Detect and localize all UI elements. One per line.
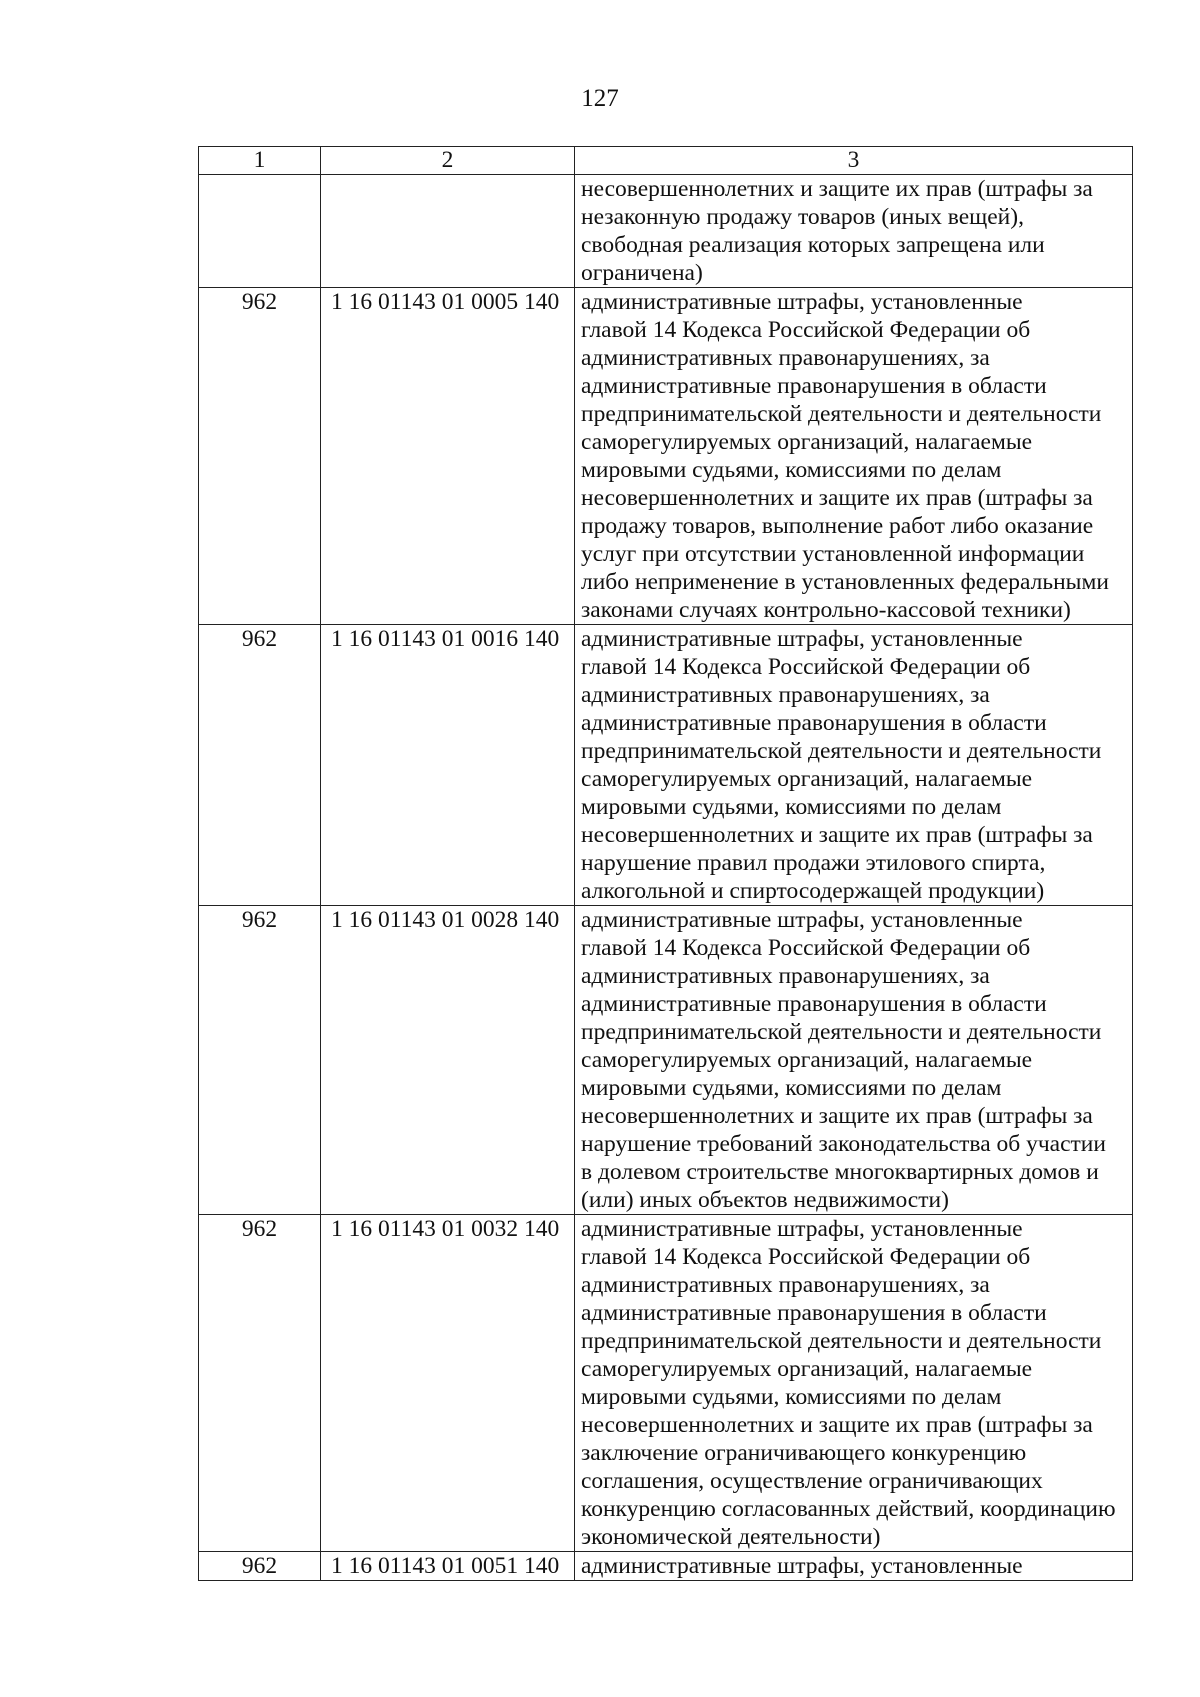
description-line: административных правонарушениях, за	[581, 345, 990, 371]
description-line: соглашения, осуществление ограничивающих	[581, 1468, 1043, 1494]
description-line: административных правонарушениях, за	[581, 682, 990, 708]
description-line: административные правонарушения в области	[581, 710, 1047, 736]
description-line: административных правонарушениях, за	[581, 1272, 990, 1298]
description-line: главой 14 Кодекса Российской Федерации об	[581, 935, 1031, 961]
description-line: несовершеннолетних и защите их прав (штрафы за	[581, 485, 1093, 511]
description-line: саморегулируемых организаций, налагаемые	[581, 1047, 1033, 1073]
description-line: административные штрафы, установленные	[581, 1216, 1023, 1242]
column-header-3: 3	[575, 147, 1133, 175]
description-line: мировыми судьями, комиссиями по делам	[581, 1384, 1002, 1410]
table-header-row	[199, 147, 1133, 175]
description-line: несовершеннолетних и защите их прав (штрафы за	[581, 176, 1093, 202]
description-line: предпринимательской деятельности и деятельности	[581, 1019, 1102, 1045]
description-line: саморегулируемых организаций, налагаемые	[581, 766, 1033, 792]
description-line: несовершеннолетних и защите их прав (штрафы за	[581, 1412, 1093, 1438]
description-cell	[575, 1215, 1133, 1552]
description-line: мировыми судьями, комиссиями по делам	[581, 457, 1002, 483]
description-cell	[575, 625, 1133, 906]
description-line: заключение ограничивающего конкуренцию	[581, 1440, 1027, 1466]
description-line: (или) иных объектов недвижимости)	[581, 1187, 949, 1213]
description-line: саморегулируемых организаций, налагаемые	[581, 1356, 1033, 1382]
description-line: административные правонарушения в области	[581, 373, 1047, 399]
column-header-1: 1	[199, 147, 321, 175]
admin-code-cell: 962	[199, 1215, 321, 1552]
admin-code-cell: 962	[199, 625, 321, 906]
description-line: мировыми судьями, комиссиями по делам	[581, 794, 1002, 820]
table-row	[199, 1215, 1133, 1552]
description-line: административные штрафы, установленные	[581, 289, 1023, 315]
admin-code-cell: 962	[199, 906, 321, 1215]
table-body	[199, 175, 1133, 1581]
description-line: услуг при отсутствии установленной информации	[581, 541, 1085, 567]
description-line: в долевом строительстве многоквартирных домов и	[581, 1159, 1099, 1185]
column-header-2: 2	[321, 147, 575, 175]
budget-code-cell: 1 16 01143 01 0051 140	[321, 1552, 575, 1581]
description-cell	[575, 288, 1133, 625]
table-row	[199, 1552, 1133, 1581]
description-line: административные штрафы, установленные	[581, 626, 1023, 652]
budget-code-cell: 1 16 01143 01 0005 140	[321, 288, 575, 625]
description-line: алкогольной и спиртосодержащей продукции)	[581, 878, 1045, 904]
table-row	[199, 288, 1133, 625]
description-line: законами случаях контрольно-кассовой техники)	[581, 597, 1071, 623]
page-number: 127	[581, 85, 619, 112]
description-line: административные правонарушения в области	[581, 991, 1047, 1017]
admin-code-cell: 962	[199, 288, 321, 625]
admin-code-cell	[199, 175, 321, 288]
description-cell	[575, 1552, 1133, 1581]
description-line: нарушение требований законодательства об участии	[581, 1131, 1106, 1157]
table-row	[199, 175, 1133, 288]
table-row	[199, 906, 1133, 1215]
description-line: предпринимательской деятельности и деятельности	[581, 738, 1102, 764]
description-line: незаконную продажу товаров (иных вещей),	[581, 204, 1024, 230]
description-line: административные штрафы, установленные	[581, 907, 1023, 933]
description-line: конкуренцию согласованных действий, координацию	[581, 1496, 1116, 1522]
description-line: предпринимательской деятельности и деятельности	[581, 1328, 1102, 1354]
description-line: продажу товаров, выполнение работ либо оказание	[581, 513, 1094, 539]
budget-code-cell: 1 16 01143 01 0016 140	[321, 625, 575, 906]
table-row	[199, 625, 1133, 906]
description-cell	[575, 175, 1133, 288]
description-line: саморегулируемых организаций, налагаемые	[581, 429, 1033, 455]
budget-code-cell: 1 16 01143 01 0032 140	[321, 1215, 575, 1552]
description-line: главой 14 Кодекса Российской Федерации об	[581, 1244, 1031, 1270]
description-line: несовершеннолетних и защите их прав (штрафы за	[581, 1103, 1093, 1129]
description-line: мировыми судьями, комиссиями по делам	[581, 1075, 1002, 1101]
admin-code-cell: 962	[199, 1552, 321, 1581]
description-line: административные штрафы, установленные	[581, 1553, 1023, 1579]
description-line: экономической деятельности)	[581, 1524, 881, 1550]
budget-codes-table	[198, 146, 1133, 1581]
description-line: ограничена)	[581, 260, 703, 286]
description-line: главой 14 Кодекса Российской Федерации об	[581, 654, 1031, 680]
description-line: административные правонарушения в области	[581, 1300, 1047, 1326]
budget-code-cell	[321, 175, 575, 288]
description-line: либо неприменение в установленных федеральными	[581, 569, 1109, 595]
budget-code-cell: 1 16 01143 01 0028 140	[321, 906, 575, 1215]
description-line: главой 14 Кодекса Российской Федерации об	[581, 317, 1031, 343]
description-line: административных правонарушениях, за	[581, 963, 990, 989]
description-line: предпринимательской деятельности и деятельности	[581, 401, 1102, 427]
description-cell	[575, 906, 1133, 1215]
description-line: нарушение правил продажи этилового спирта,	[581, 850, 1046, 876]
description-line: несовершеннолетних и защите их прав (штрафы за	[581, 822, 1093, 848]
description-line: свободная реализация которых запрещена или	[581, 232, 1045, 258]
